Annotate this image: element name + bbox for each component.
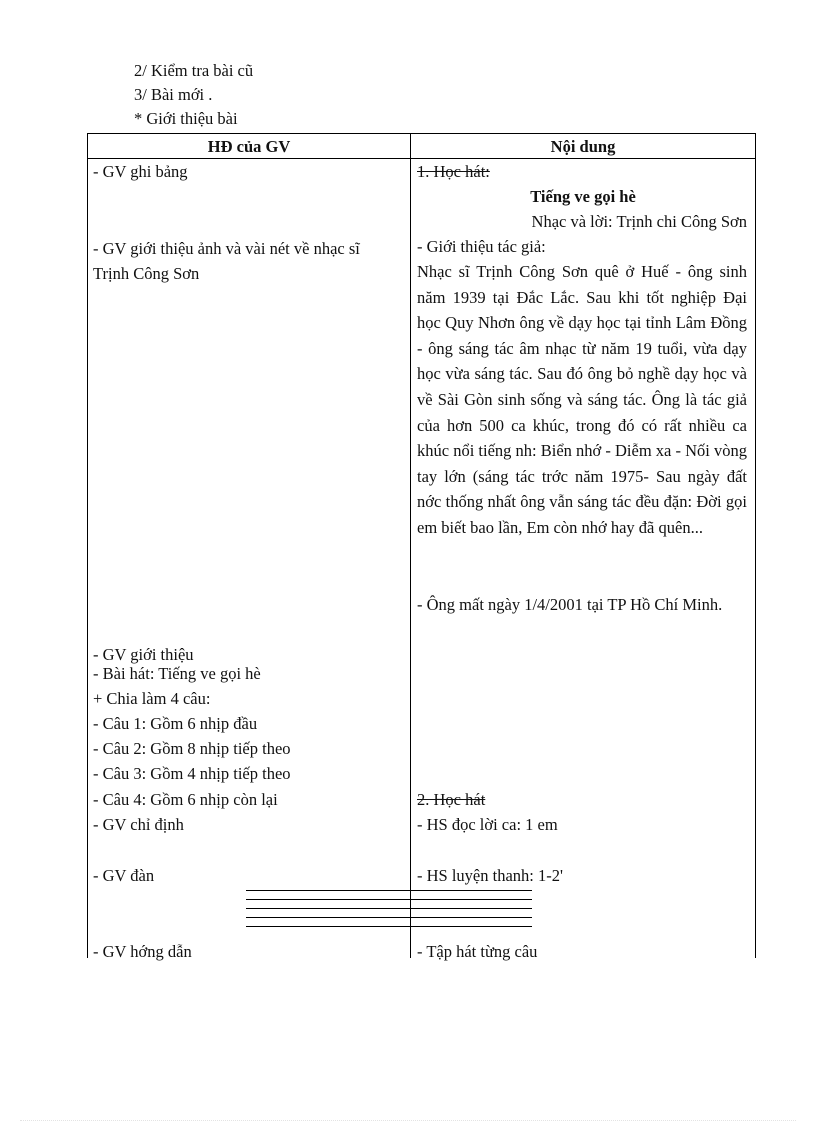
read-lyrics: - HS đọc lời ca: 1 em (417, 815, 558, 834)
voice-warmup: - HS luyện thanh: 1-2' (417, 866, 563, 885)
practice-phrases: - Tập hát từng câu (417, 942, 538, 961)
new-lesson-heading: 3/ Bài mới . (134, 85, 213, 104)
page-bottom-dotted-line (20, 1120, 796, 1121)
author-death: - Ông mất ngày 1/4/2001 tại TP Hồ Chí Minh. (417, 595, 723, 614)
left-row-write-board: - GV ghi bảng (93, 162, 188, 181)
header-content: Nội dung (550, 137, 616, 156)
intro-author-label: - Giới thiệu tác giả: (417, 237, 546, 256)
left-row-phrase-1: - Câu 1: Gồm 6 nhịp đầu (93, 714, 258, 733)
left-row-assign: - GV chỉ định (93, 815, 184, 834)
left-row-introduce-author: - GV giới thiệu ảnh và vài nét về nhạc sĩ (93, 239, 360, 258)
left-row-phrase-2: - Câu 2: Gồm 8 nhịp tiếp theo (93, 739, 291, 758)
left-row-split: + Chia làm 4 câu: (93, 689, 211, 708)
left-row-phrase-4: - Câu 4: Gồm 6 nhịp còn lại (93, 790, 278, 809)
song-title: Tiếng ve gọi hè (530, 187, 636, 206)
lesson-table (87, 133, 756, 961)
review-heading: 2/ Kiểm tra bài cũ (134, 61, 254, 80)
section-singing: 2. Học hát (417, 790, 486, 809)
left-row-author-name: Trịnh Công Sơn (93, 264, 200, 283)
section-learn-song: 1. Học hát: (417, 162, 490, 181)
lesson-intro-heading: * Giới thiệu bài (134, 109, 238, 128)
column-divider (410, 134, 411, 958)
left-row-phrase-3: - Câu 3: Gồm 4 nhịp tiếp theo (93, 764, 291, 783)
song-author: Nhạc và lời: Trịnh chi Công Sơn (531, 212, 747, 231)
left-row-song: - Bài hát: Tiếng ve gọi hè (93, 664, 261, 683)
left-row-introduce: - GV giới thiệu (93, 645, 194, 664)
left-row-guide: - GV hớng dẫn (93, 942, 192, 961)
left-row-play: - GV đàn (93, 866, 155, 885)
author-biography: Nhạc sĩ Trịnh Công Sơn quê ở Huế - ông sinh năm 1939 tại Đắc Lắc. Sau khi tốt nghiệp Đại học Quy Nhơn ông về dạy học tại tỉnh Lâm Đồng - ông sáng tác âm nhạc từ năm 19 tuổi, vừa dạy học vừa sáng tác. Sau đó ông bỏ nghề dạy học và về Sài Gòn sinh sống và sáng tác. Ông là tác giả của hơn 500 ca khúc, trong đó có rất nhiều ca khúc nổi tiếng nh: Biển nhớ - Diễm xa - Nối vòng tay lớn (sáng tác trớc năm 1975- Sau ngày đất nớc thống nhất ông vẫn sáng tác đều đặn: Đời gọi em biết bao lần, Em còn nhớ hay đã quên... (417, 262, 747, 537)
header-teacher-activity: HĐ của GV (207, 137, 291, 156)
